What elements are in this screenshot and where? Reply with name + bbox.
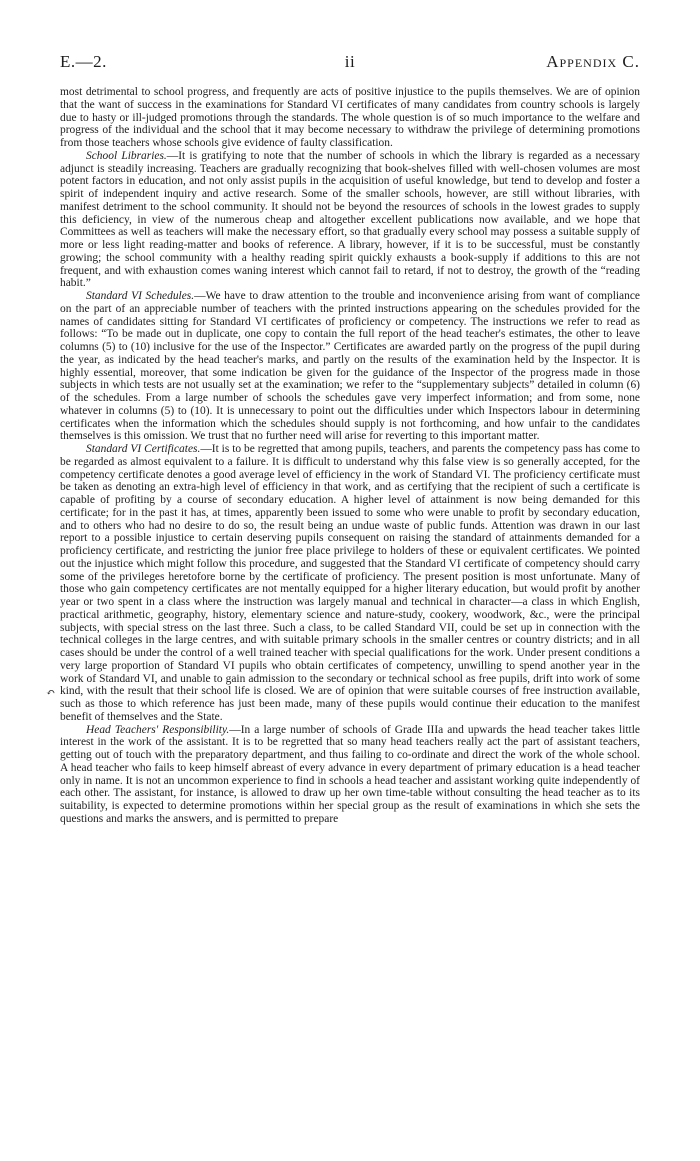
paragraph-text: —We have to draw attention to the trouble and inconvenience arising from want of compliance on the part of an appreciable number of teachers with the printed instructions appearing on the schedules provided for the names of candidates sitting for Standard VI certificates of proficiency or competency. The instructions we refer to read as follows: “To be made out in duplicate, one copy to contain the full report of the head teacher's estimates, the other to leave columns (5) to (10) inclusive for the use of the Inspector.” Certificates are awarded partly on the progress of the pupil during the year, as indicated by the head teacher's marks, and partly on the results of the examination held by the Inspector. It is highly essential, moreover, that some indication be given for the guidance of the Inspector of the progress made in those subjects in which tests are not usually set at the examination; we refer to the “supplementary subjects” detailed in column (6) of the schedules. From a large number of schools the schedules gave very imperfect information; and from some, none whatever in columns (5) to (10). It is unnecessary to point out the difficulties under which Inspectors labour in determining certificates when the information which the schedules should supply is not forthcoming, and how unfair to the candidates themselves is this omission. We trust that no further need will arise for reverting to this important matter. (60, 290, 641, 443)
paragraph-lead: Standard VI Schedules. (86, 290, 195, 302)
paragraph-text: —In a large number of schools of Grade IIIa and upwards the head teacher takes little interest in the work of the assistant. It is to be regretted that so many head teachers really act the part of assistant teachers, getting out of touch with the preparatory department, and thus failing to co-ordinate and direct the work of the whole school. A head teacher who fails to keep himself abreast of every advance in every department of primary education is a head teacher only in name. It is not an uncommon experience to find in schools a head teacher and assistant working quite independently of each other. The assistant, for instance, is allowed to draw up her own time-table without consulting the head teacher as to its suitability, is expected to determine promotions within her special group as the result of examinations in which she sets the questions and marks the answers, and is permitted to prepare (60, 723, 640, 825)
paragraph-intro (60, 86, 640, 150)
report-code: E.—2. (60, 52, 107, 71)
body-text (60, 86, 640, 826)
page-header (60, 52, 640, 76)
appendix-label: Appendix C. (546, 52, 640, 71)
paragraph-text: —It is to be regretted that among pupils, teachers, and parents the competency pass has come to be regarded as almost equivalent to a failure. It is difficult to understand why this false view is so generally accepted, for the competency certificate denotes a good average level of efficiency in the work of Standard VI. The proficiency certificate must be taken as denoting an extra-high level of efficiency in that work, and as certifying that the recipient of such a certificate is capable of profiting by a course of secondary education. A higher level of attainment is now being demanded for this certificate; for in the past it has, at times, apparently been issued to some who were unable to profit by secondary education, and to others who had no desire to do so, the result being an undue waste of public funds. Attention was drawn in our last report to a possible injustice to certain deserving pupils consequent on raising the standard of attainments demanded for a proficiency certificate, and restricting the junior free place privilege to holders of these or equivalent certificates. We pointed out the injustice which might follow this procedure, and suggested that the Standard VI certificate of competency should carry some of the privileges heretofore borne by the certificate of proficiency. The present position is most unfortunate. Many of those who gain competency certificates are not mentally equipped for a higher literary education, but would profit by another year or two spent in a class where the instruction was largely manual and technical in character—a class in which English, practical arithmetic, geography, history, elementary science and nature-study, cookery, woodwork, &c., were the principal subjects, with special stress on the last three. Such a class, to be called Standard VII, could be set up in connection with the technical colleges in the large centres, and with suitable primary schools in the smaller centres or country districts; and in all cases should be under the control of a well trained teacher with special qualifications for the work. Under present conditions a very large proportion of Standard VI pupils who obtain certificates of competency, unwilling to spend another year in the work of Standard VI, and unable to gain admission to the secondary or technical school as free pupils, drift into work of some kind, with the result that their school life is closed. We are of opinion that were suitable courses of free instruction available, such as those to which reference has just been made, many of these pupils would continue their education to the manifest benefit of themselves and the State. (60, 443, 641, 723)
paragraph-lead: Head Teachers' Responsibility. (86, 723, 230, 736)
paragraph-standard-vi-certificates (60, 443, 640, 724)
page-number: ii (344, 52, 356, 71)
paragraph-head-teachers-responsibility (60, 724, 640, 826)
paragraph-text: —It is gratifying to note that the number of schools in which the library is regarded as a necessary adjunct is steadily increasing. Teachers are gradually recognizing that book-shelves filled with well-chosen volumes are most potent factors in education, and not only assist pupils in the acquisition of useful knowledge, but tend to develop and foster a spirit of independent inquiry and active research. Some of the smaller schools, however, are still without libraries, with manifest detriment to the school community. It should not be beyond the resources of schools in the lowest grades to supply this deficiency, in view of the numerous cheap and altogether excellent publications now available, and we hope that Committees as well as teachers will make the necessary effort, so that gradually every school may possess a suitable supply of more or less light reading-matter and books of reference. A library, however, if it is to be successful, must be constantly growing; the school community with a healthy reading spirit quickly exhausts a book-supply if additions to this are not frequent, and with exhaustion comes waning interest which cannot fail to retard, if not to destroy, the growth of the “reading habit.” (60, 149, 640, 290)
paragraph-lead: Standard VI Certificates. (86, 443, 201, 455)
margin-mark: ↶ (46, 687, 56, 699)
paragraph-lead: School Libraries. (86, 149, 167, 162)
paragraph-standard-vi-schedules (60, 290, 640, 443)
paragraph-school-libraries (60, 150, 640, 290)
paragraph-text: most detrimental to school progress, and frequently are acts of positive injustice to the pupils themselves. We are of opinion that the want of success in the examinations for Standard VI certificates of many candidates from country schools is largely due to hasty or ill-judged promotions through the standards. The whole question is of so much importance to the welfare and progress of the individual and the school that it may become necessary to withdraw the privilege of determining promotions from those teachers whose schools give evidence of faulty classification. (60, 86, 640, 149)
